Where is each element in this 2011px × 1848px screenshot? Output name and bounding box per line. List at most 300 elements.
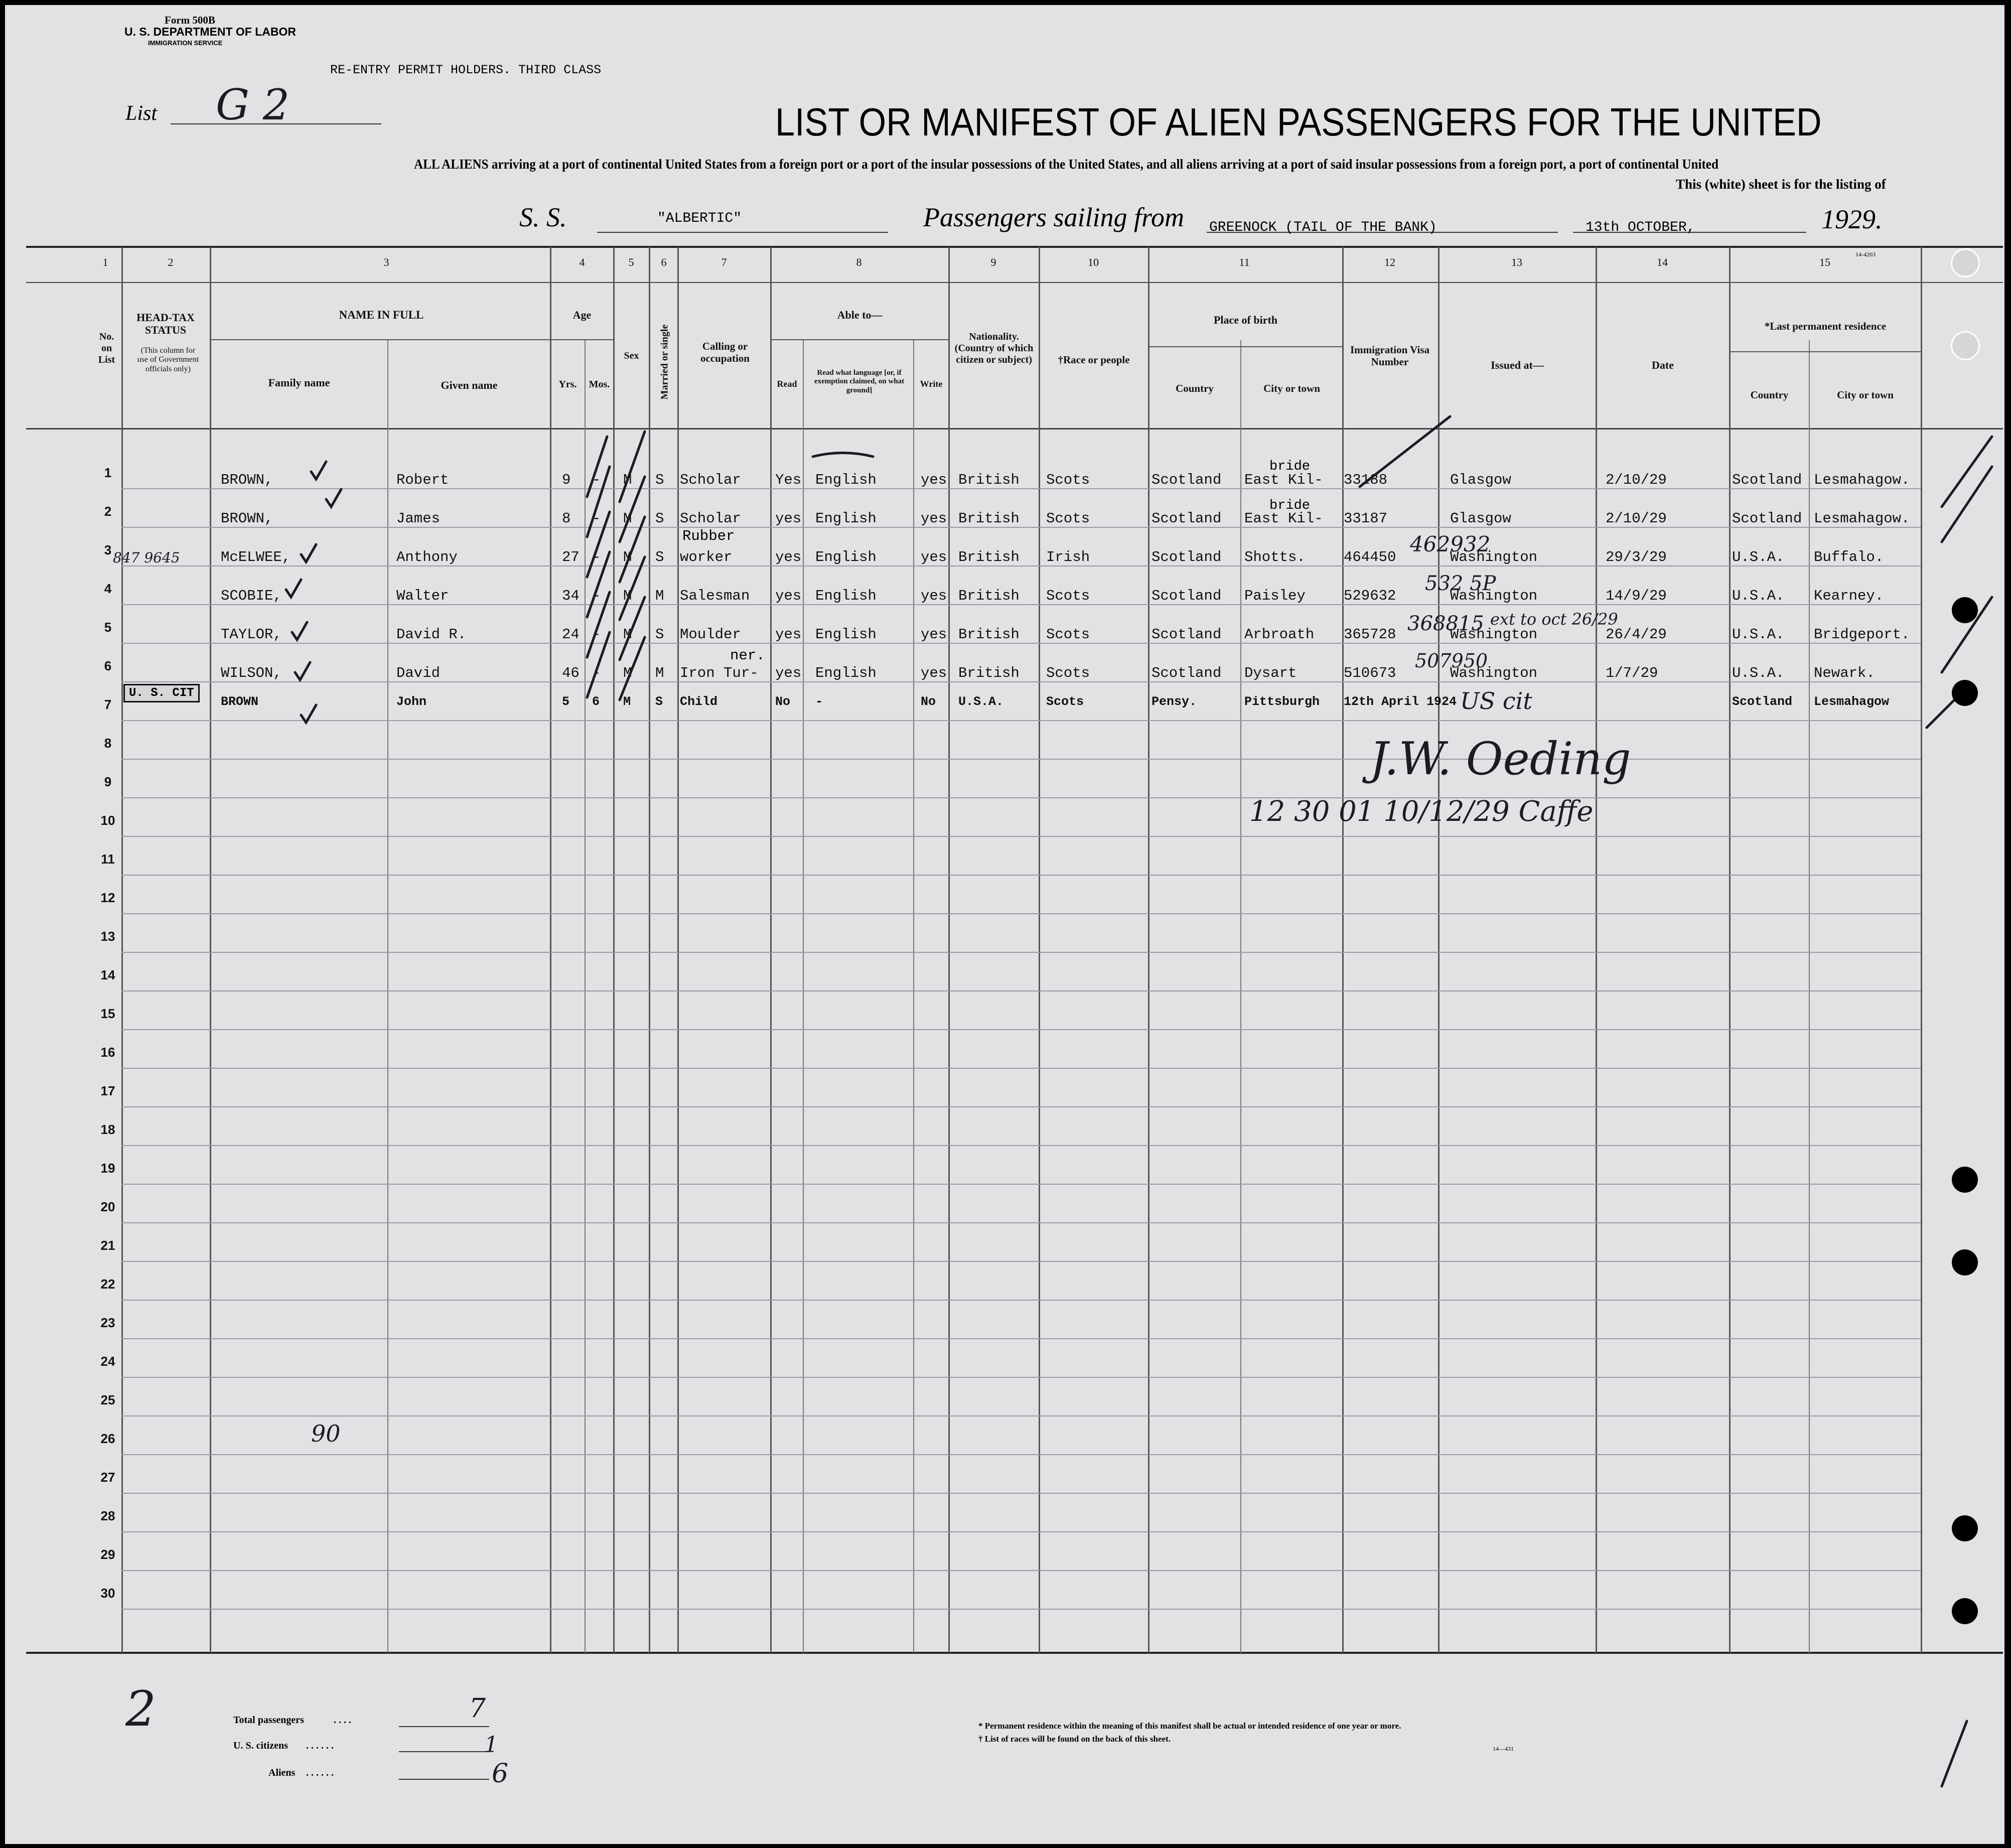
passenger-residence-country: U.S.A. xyxy=(1732,665,1785,681)
column-number: 4 xyxy=(579,256,585,268)
footnote-code: 14—431 xyxy=(1493,1745,1514,1752)
row-rule xyxy=(121,1609,1921,1610)
row-rule xyxy=(121,1106,1921,1107)
handwritten-mark: 368815 xyxy=(1407,612,1484,635)
colnum-rule xyxy=(26,282,2003,283)
passenger-residence-country: U.S.A. xyxy=(1732,588,1785,604)
sailing-label: Passengers sailing from xyxy=(923,202,1185,232)
passenger-race: Scots xyxy=(1046,665,1090,681)
col-line xyxy=(1596,247,1597,1653)
header-birth-country: Country xyxy=(1176,382,1214,394)
passenger-nationality: British xyxy=(958,665,1020,681)
passenger-birth-country: Scotland xyxy=(1152,549,1222,565)
col-line xyxy=(677,247,679,1653)
occupation-continuation: Rubber xyxy=(682,528,735,544)
passenger-age-months: - xyxy=(592,549,601,565)
official-signature: J.W. Oeding xyxy=(1370,733,1631,785)
passenger-visa-number: 365728 xyxy=(1344,626,1396,643)
passenger-birth-city: Shotts. xyxy=(1244,549,1306,565)
passenger-marital-status: M xyxy=(655,665,664,681)
row-number: 15 xyxy=(100,1006,115,1021)
row-number: 26 xyxy=(100,1431,115,1446)
passenger-given-name: Anthony xyxy=(396,549,458,565)
row-rule xyxy=(121,1068,1921,1069)
passenger-visa-date: 2/10/29 xyxy=(1606,472,1667,488)
passenger-family-name: SCOBIE, xyxy=(221,588,282,604)
passenger-race: Scots xyxy=(1046,694,1084,709)
header-place-of-birth: Place of birth xyxy=(1213,314,1278,326)
header-birth-city: City or town xyxy=(1263,382,1320,394)
column-number: 10 xyxy=(1088,256,1099,268)
row-rule xyxy=(121,913,1921,914)
row-rule xyxy=(121,1222,1921,1223)
passenger-visa-issued-at: Washington xyxy=(1450,665,1538,681)
row-rule xyxy=(121,1570,1921,1571)
passenger-occupation: Scholar xyxy=(680,472,741,488)
col-line xyxy=(1240,340,1241,1653)
passenger-marital-status: S xyxy=(655,549,664,565)
passenger-family-name: BROWN, xyxy=(221,510,273,527)
passenger-marital-status: S xyxy=(655,626,664,643)
passenger-race: Scots xyxy=(1046,588,1090,604)
row-number: 22 xyxy=(100,1276,115,1292)
passenger-age-years: 9 xyxy=(562,472,571,488)
passenger-language: English xyxy=(815,665,877,681)
handwritten-mark: ext to oct 26/29 xyxy=(1490,610,1618,629)
handwritten-mark: 2 xyxy=(125,1681,157,1737)
col-line xyxy=(649,247,650,1653)
dots: . . . . xyxy=(334,1715,351,1726)
passenger-age-years: 46 xyxy=(562,665,580,681)
header-given-name: Given name xyxy=(441,379,498,391)
passenger-given-name: Walter xyxy=(396,588,449,604)
passenger-visa-date: 26/4/29 xyxy=(1606,626,1667,643)
header-read-what: Read what language [or, if exemption claimed, on what ground] xyxy=(814,369,905,394)
passenger-can-write: yes xyxy=(921,665,947,681)
passenger-birth-city: Paisley xyxy=(1244,588,1306,604)
row-rule xyxy=(121,643,1921,644)
row-number: 18 xyxy=(100,1122,115,1137)
header-nationality: Nationality. (Country of which citizen or subject) xyxy=(954,331,1034,365)
passenger-language: English xyxy=(815,588,877,604)
col-line xyxy=(1921,247,1922,1653)
row-number: 9 xyxy=(104,774,112,789)
row-number: 10 xyxy=(100,813,115,828)
col-line xyxy=(550,247,551,1653)
header-bottom-rule xyxy=(26,428,2003,430)
ss-label: S. S. xyxy=(519,202,567,232)
passenger-visa-issued-at: Glasgow xyxy=(1450,510,1511,527)
binder-hole xyxy=(1952,1515,1978,1541)
passenger-marital-status: S xyxy=(655,694,663,709)
column-number: 6 xyxy=(661,256,667,268)
col-line xyxy=(1148,247,1150,1653)
row-rule xyxy=(121,1377,1921,1378)
passenger-age-months: 6 xyxy=(592,694,600,709)
row-rule xyxy=(121,1493,1921,1494)
col-line xyxy=(1039,247,1040,1653)
dots: . . . . . . xyxy=(306,1767,334,1778)
passenger-family-name: WILSON, xyxy=(221,665,282,681)
passenger-sex: M xyxy=(623,665,632,681)
passenger-occupation: Salesman xyxy=(680,588,750,604)
row-number: 11 xyxy=(101,851,115,867)
row-number: 24 xyxy=(100,1354,115,1369)
passenger-language: - xyxy=(815,694,823,709)
col-line xyxy=(770,247,772,1653)
passenger-age-months: - xyxy=(592,665,601,681)
passenger-visa-date: 1/7/29 xyxy=(1606,665,1658,681)
passenger-occupation: Child xyxy=(680,694,718,709)
occupation-continuation: ner. xyxy=(730,647,765,664)
footnote-residence: * Permanent residence within the meaning of this manifest shall be actual or intended residence of one year or more. xyxy=(978,1721,1401,1731)
column-number: 12 xyxy=(1384,256,1395,268)
passenger-age-months: - xyxy=(592,510,601,527)
column-number: 15 xyxy=(1819,256,1830,268)
passenger-sex: M xyxy=(623,472,632,488)
passenger-sex: M xyxy=(623,694,631,709)
passenger-nationality: British xyxy=(958,626,1020,643)
passenger-sex: M xyxy=(623,549,632,565)
row-number: 7 xyxy=(104,697,112,712)
page-title: LIST OR MANIFEST OF ALIEN PASSENGERS FOR THE UNITED xyxy=(775,100,1822,144)
passenger-visa-number: 464450 xyxy=(1344,549,1396,565)
passenger-age-years: 24 xyxy=(562,626,580,643)
passenger-nationality: British xyxy=(958,549,1020,565)
passenger-visa-date: 2/10/29 xyxy=(1606,510,1667,527)
row-number: 23 xyxy=(100,1315,115,1330)
passenger-age-years: 27 xyxy=(562,549,580,565)
passenger-residence-country: U.S.A. xyxy=(1732,626,1785,643)
us-cit-stamp: U. S. CIT xyxy=(123,684,200,702)
passenger-occupation: Iron Tur- xyxy=(680,665,759,681)
header-race: †Race or people xyxy=(1058,354,1130,366)
header-married: Married or single xyxy=(659,324,670,400)
passenger-age-months: - xyxy=(592,472,601,488)
residence-sub-rule xyxy=(1730,351,1921,352)
header-res-city: City or town xyxy=(1837,389,1894,401)
row-rule xyxy=(121,875,1921,876)
row-number: 5 xyxy=(104,620,112,635)
passenger-given-name: David xyxy=(396,665,441,681)
us-citizens-line xyxy=(399,1751,489,1752)
header-able-to: Able to— xyxy=(837,309,883,321)
passenger-occupation: Moulder xyxy=(680,626,741,643)
column-number: 2 xyxy=(168,256,174,268)
passenger-sex: M xyxy=(623,626,632,643)
passenger-family-name: BROWN xyxy=(221,694,259,709)
header-name-in-full: NAME IN FULL xyxy=(339,309,424,321)
binder-hole xyxy=(1952,1249,1978,1275)
passenger-nationality: U.S.A. xyxy=(958,694,1004,709)
handwritten-mark: 532 5P xyxy=(1425,572,1496,595)
passenger-can-write: yes xyxy=(921,588,947,604)
col-line xyxy=(803,340,804,1653)
passenger-visa-number: 33188 xyxy=(1344,472,1388,488)
able-sub-rule xyxy=(771,339,948,340)
passenger-birth-city: East Kil- xyxy=(1244,510,1323,527)
aliens-value: 6 xyxy=(492,1759,509,1789)
header-issued-at: Issued at— xyxy=(1491,359,1544,371)
row-rule xyxy=(121,952,1921,953)
handwritten-mark: 847 9645 xyxy=(113,549,180,566)
total-passengers-value: 7 xyxy=(469,1693,486,1724)
departure-year: 1929. xyxy=(1821,204,1883,234)
name-sub-rule xyxy=(211,339,550,340)
departure-port: GREENOCK (TAIL OF THE BANK) xyxy=(1209,220,1437,235)
dots: . . . . . . xyxy=(306,1740,334,1751)
passenger-can-write: yes xyxy=(921,626,947,643)
passenger-language: English xyxy=(815,510,877,527)
passenger-can-write: No xyxy=(921,694,936,709)
passenger-occupation: Scholar xyxy=(680,510,741,527)
passenger-marital-status: S xyxy=(655,472,664,488)
binder-hole xyxy=(1951,248,1980,277)
passenger-age-months: - xyxy=(592,588,601,604)
check-marks xyxy=(5,5,2004,1844)
total-passengers-label: Total passengers xyxy=(233,1715,304,1726)
department-name: U. S. DEPARTMENT OF LABOR xyxy=(124,25,297,38)
row-rule xyxy=(121,1454,1921,1455)
row-rule xyxy=(121,565,1921,566)
passenger-family-name: BROWN, xyxy=(221,472,273,488)
col-line xyxy=(585,340,586,1653)
header-write: Write xyxy=(920,379,943,389)
col-line xyxy=(1342,247,1344,1653)
column-number: 8 xyxy=(856,256,862,268)
passenger-sex: M xyxy=(623,510,632,527)
passenger-given-name: David R. xyxy=(396,626,467,643)
passenger-given-name: Robert xyxy=(396,472,449,488)
row-number: 29 xyxy=(100,1547,115,1562)
bride-note: bride xyxy=(1269,498,1311,513)
us-citizens-label: U. S. citizens xyxy=(233,1740,288,1751)
passenger-language: English xyxy=(815,626,877,643)
passenger-residence-country: Scotland xyxy=(1732,510,1802,527)
passenger-birth-city: Arbroath xyxy=(1244,626,1315,643)
passenger-can-read: Yes xyxy=(775,472,802,488)
passenger-birth-city: East Kil- xyxy=(1244,472,1323,488)
row-rule xyxy=(121,1261,1921,1262)
passenger-can-read: No xyxy=(775,694,791,709)
passenger-sex: M xyxy=(623,588,632,604)
form-number: Form 500B xyxy=(165,14,215,26)
passenger-residence-country: U.S.A. xyxy=(1732,549,1785,565)
passenger-family-name: TAYLOR, xyxy=(221,626,282,643)
header-issued-date: Date xyxy=(1652,359,1674,371)
row-number: 14 xyxy=(100,967,115,982)
total-passengers-line xyxy=(399,1726,489,1727)
passenger-language: English xyxy=(815,549,877,565)
passenger-nationality: British xyxy=(958,588,1020,604)
header-res-country: Country xyxy=(1750,389,1789,401)
passenger-nationality: British xyxy=(958,510,1020,527)
form-code: 14-4203 xyxy=(1855,251,1876,258)
passenger-residence-city: Lesmahagow xyxy=(1814,694,1890,709)
header-head-tax: HEAD-TAX STATUS xyxy=(136,311,195,337)
passenger-can-read: yes xyxy=(775,510,802,527)
passenger-age-years: 8 xyxy=(562,510,571,527)
row-number: 21 xyxy=(100,1238,115,1253)
row-number: 16 xyxy=(100,1045,115,1060)
row-rule xyxy=(121,488,1921,489)
row-rule xyxy=(121,1338,1921,1339)
manifest-sheet xyxy=(5,5,2004,1844)
handwritten-mark: 90 xyxy=(311,1420,341,1447)
header-sex: Sex xyxy=(624,350,639,361)
binder-hole xyxy=(1952,1167,1978,1193)
binder-hole xyxy=(1952,1598,1978,1624)
passenger-birth-city: Dysart xyxy=(1244,665,1297,681)
passenger-can-read: yes xyxy=(775,588,802,604)
header-visa: Immigration Visa Number xyxy=(1350,344,1430,368)
row-number: 2 xyxy=(104,504,112,519)
table-bottom-rule xyxy=(26,1652,2003,1654)
passenger-residence-country: Scotland xyxy=(1732,472,1802,488)
passenger-birth-city: Pittsburgh xyxy=(1244,694,1320,709)
row-rule xyxy=(121,1145,1921,1146)
row-rule xyxy=(121,1184,1921,1185)
row-number: 28 xyxy=(100,1508,115,1523)
passenger-visa-issued-at: Glasgow xyxy=(1450,472,1511,488)
passenger-visa-date: 14/9/29 xyxy=(1606,588,1667,604)
passenger-birth-country: Scotland xyxy=(1152,472,1222,488)
birth-sub-rule xyxy=(1149,346,1342,347)
row-rule xyxy=(121,604,1921,605)
passenger-given-name: John xyxy=(396,694,427,709)
column-number: 7 xyxy=(721,256,727,268)
col-line xyxy=(1438,247,1440,1653)
passenger-visa-issued-at: Washington xyxy=(1450,549,1538,565)
row-number: 13 xyxy=(100,929,115,944)
passenger-residence-country: Scotland xyxy=(1732,694,1793,709)
col-line xyxy=(387,340,388,1653)
list-value: G 2 xyxy=(216,80,290,129)
passenger-visa-issued-at: Washington xyxy=(1450,626,1538,643)
row-rule xyxy=(121,797,1921,798)
passenger-family-name: McELWEE, xyxy=(221,549,291,565)
row-rule xyxy=(121,1300,1921,1301)
aliens-line xyxy=(399,1779,489,1780)
passenger-can-read: yes xyxy=(775,549,802,565)
binder-hole xyxy=(1952,597,1978,623)
passenger-visa-number: 12th April 1924 xyxy=(1344,694,1457,709)
row-rule xyxy=(121,759,1921,760)
passenger-given-name: James xyxy=(396,510,441,527)
column-number: 14 xyxy=(1657,256,1668,268)
row-number: 4 xyxy=(104,581,112,596)
page-subtitle: ALL ALIENS arriving at a port of continental United States from a foreign port or a port of the insular possessions of the United States, and all aliens arriving at a port of said insular possessions from a foreign port, a port of continental United xyxy=(414,157,1718,172)
header-age: Age xyxy=(572,309,592,321)
passenger-can-write: yes xyxy=(921,510,947,527)
row-number: 30 xyxy=(100,1586,115,1601)
row-number: 20 xyxy=(100,1199,115,1214)
passenger-age-months: - xyxy=(592,626,601,643)
passenger-residence-city: Bridgeport. xyxy=(1814,626,1910,643)
binder-hole xyxy=(1952,680,1978,706)
passenger-marital-status: S xyxy=(655,510,664,527)
row-number: 27 xyxy=(100,1470,115,1485)
row-rule xyxy=(121,990,1921,991)
passenger-residence-city: Newark. xyxy=(1814,665,1875,681)
passenger-can-read: yes xyxy=(775,665,802,681)
us-citizens-value: 1 xyxy=(484,1732,498,1758)
header-calling: Calling or occupation xyxy=(700,340,750,365)
passenger-birth-country: Pensy. xyxy=(1152,694,1197,709)
col-line xyxy=(1729,247,1731,1653)
row-rule xyxy=(121,1029,1921,1030)
passenger-visa-issued-at: Washington xyxy=(1450,588,1538,604)
passenger-race: Scots xyxy=(1046,510,1090,527)
header-head-tax-note: (This column for use of Government officials only) xyxy=(137,346,199,373)
row-number: 25 xyxy=(100,1392,115,1407)
passenger-birth-country: Scotland xyxy=(1152,588,1222,604)
passenger-residence-city: Lesmahagow. xyxy=(1814,510,1910,527)
sheet-note: This (white) sheet is for the listing of xyxy=(1676,177,1886,192)
header-read: Read xyxy=(777,379,797,389)
col-line xyxy=(948,247,950,1653)
row-rule xyxy=(121,1531,1921,1532)
row-number: 8 xyxy=(104,736,112,751)
passenger-can-write: yes xyxy=(921,549,947,565)
binder-hole xyxy=(1951,331,1980,360)
official-signature: 12 30 01 10/12/29 Caffe xyxy=(1249,795,1594,828)
table-top-rule xyxy=(26,246,2003,248)
row-rule xyxy=(121,681,1921,682)
aliens-label: Aliens xyxy=(268,1767,296,1778)
row-rule xyxy=(121,1415,1921,1416)
col-line xyxy=(210,247,211,1653)
column-number: 5 xyxy=(628,256,634,268)
passenger-race: Scots xyxy=(1046,626,1090,643)
column-number: 13 xyxy=(1511,256,1522,268)
row-rule xyxy=(121,527,1921,528)
departure-date: 13th OCTOBER, xyxy=(1586,220,1695,235)
row-number: 3 xyxy=(104,542,112,557)
passenger-residence-city: Buffalo. xyxy=(1814,549,1884,565)
handwritten-mark: 462932 xyxy=(1410,532,1491,556)
passenger-marital-status: M xyxy=(655,588,664,604)
passenger-residence-city: Kearney. xyxy=(1814,588,1884,604)
column-number: 9 xyxy=(990,256,996,268)
footnote-races: † List of races will be found on the back of this sheet. xyxy=(978,1734,1171,1744)
row-rule xyxy=(121,720,1921,721)
passenger-age-years: 5 xyxy=(562,694,570,709)
header-mos: Mos. xyxy=(589,379,610,390)
passenger-visa-date: 29/3/29 xyxy=(1606,549,1667,565)
row-number: 17 xyxy=(100,1083,115,1098)
passenger-occupation: worker xyxy=(680,549,733,565)
manifest-type: RE-ENTRY PERMIT HOLDERS. THIRD CLASS xyxy=(330,63,602,77)
column-number: 3 xyxy=(383,256,389,268)
header-yrs: Yrs. xyxy=(558,379,577,390)
ship-underline xyxy=(597,232,888,233)
column-number: 11 xyxy=(1239,256,1250,268)
passenger-birth-country: Scotland xyxy=(1152,626,1222,643)
passenger-can-write: yes xyxy=(921,472,947,488)
passenger-nationality: British xyxy=(958,472,1020,488)
passenger-visa-number: 33187 xyxy=(1344,510,1388,527)
passenger-age-years: 34 xyxy=(562,588,580,604)
ship-name: "ALBERTIC" xyxy=(657,211,742,226)
passenger-residence-city: Lesmahagow. xyxy=(1814,472,1910,488)
header-family-name: Family name xyxy=(268,376,330,389)
column-number: 1 xyxy=(102,256,108,268)
row-rule xyxy=(121,836,1921,837)
passenger-visa-number: 510673 xyxy=(1344,665,1396,681)
passenger-race: Irish xyxy=(1046,549,1090,565)
header-no-on-list: No. on List xyxy=(98,331,115,365)
